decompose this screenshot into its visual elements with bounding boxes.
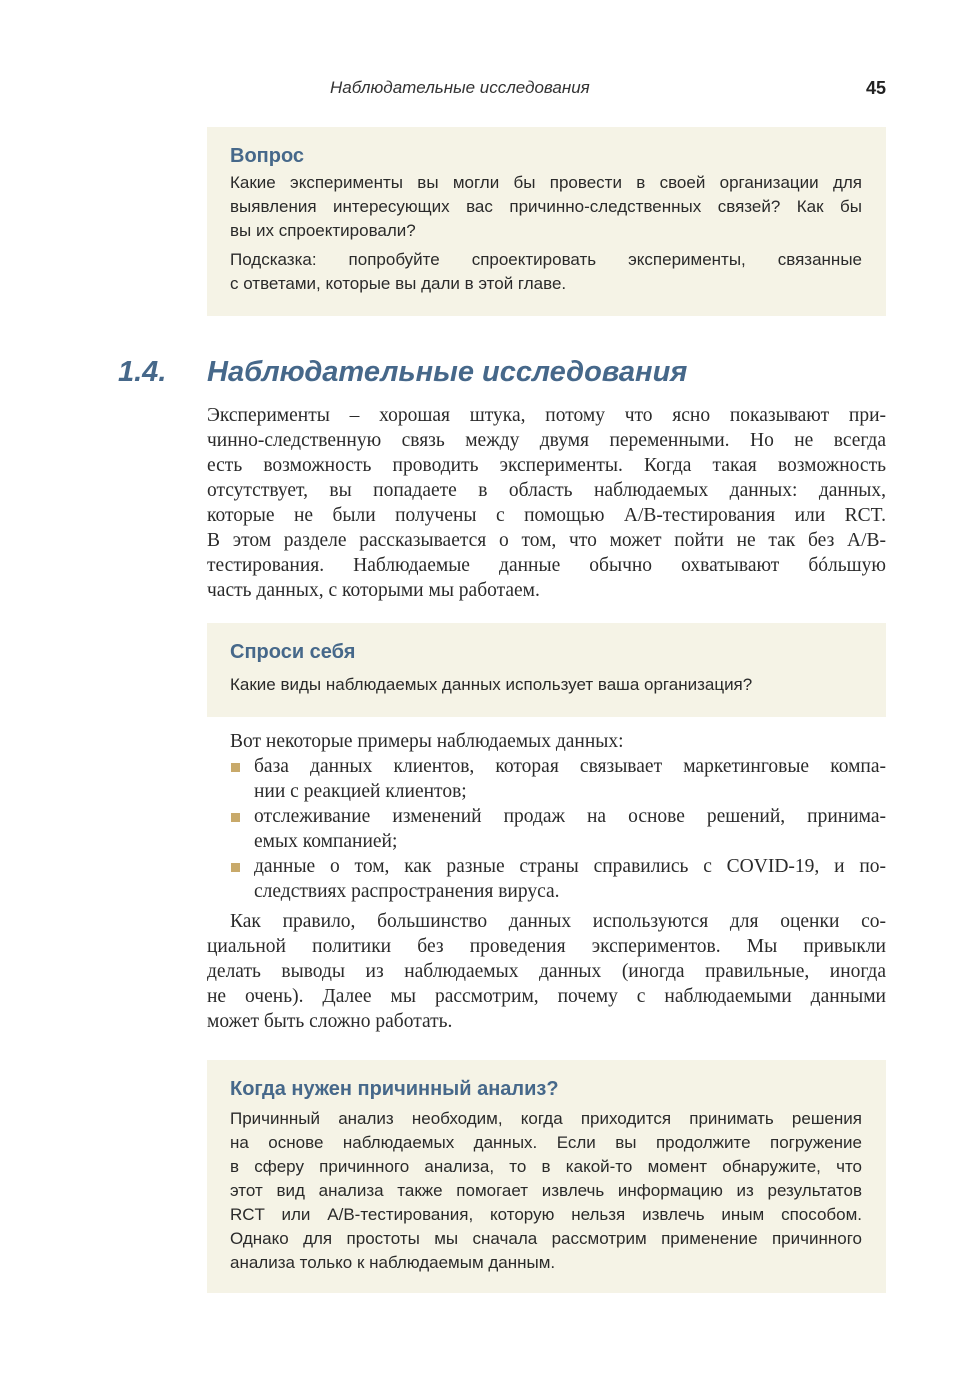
list-item [207,804,886,854]
question-line: Какие эксперименты вы могли бы провести в своей организации для [230,173,862,192]
bullet-icon [231,863,240,872]
text-line: Как правило, большинство данных используются для оценки со- [230,911,886,932]
ask-yourself-box [207,623,886,717]
text-line: данные о том, как разные страны справились с COVID-19, и по- [254,856,886,877]
question-line: вы их спроектировали? [230,221,416,240]
question-line: выявления интересующих вас причинно-следственных связей? Как бы [230,197,862,216]
causal-line: в сферу причинного анализа, то в какой-то момент обнаружите, что [230,1157,862,1176]
text-line: В этом разделе рассказывается о том, что может пойти не так без A/B- [207,530,886,551]
bullet-icon [231,813,240,822]
question-box [207,127,886,316]
page-number: 45 [865,78,886,98]
paragraph-1 [207,403,886,603]
text-line: емых компанией; [254,831,398,852]
text-line: отслеживание изменений продаж на основе решений, принима- [254,806,886,827]
ask-line: Какие виды наблюдаемых данных использует ваша организация? [230,675,753,694]
causal-line: Причинный анализ необходим, когда приходится принимать решения [230,1109,862,1128]
text-line: следствиях распространения вируса. [254,881,560,902]
examples-section [207,729,886,1034]
causal-line: анализа только к наблюдаемым данным. [230,1253,556,1272]
causal-line: Однако для простоты мы сначала рассмотрим применение причинного [230,1229,862,1248]
bullet-icon [231,763,240,772]
hint-line: с ответами, которые вы дали в этой главе. [230,274,567,293]
section-title: Наблюдательные исследования [207,356,688,388]
text-line: которые не были получены с помощью A/B-тестирования или RCT. [207,505,886,526]
list-item [207,754,886,804]
text-line: Эксперименты – хорошая штука, потому что ясно показывают при- [207,405,886,426]
causal-line: на основе наблюдаемых данных. Если вы продолжите погружение [230,1133,862,1152]
paragraph-2 [207,909,886,1034]
text-line: делать выводы из наблюдаемых данных (иногда правильные, иногда [207,961,886,982]
list-item [207,854,886,904]
examples-list [207,754,886,904]
text-line: чинно-следственную связь между двумя переменными. Но не всегда [207,430,886,451]
running-header [207,78,886,102]
text-line: есть возможность проводить эксперименты. Когда такая возможность [207,455,886,476]
causal-analysis-box [207,1060,886,1293]
causal-line: RCT или A/B-тестирования, которую нельзя извлечь иным способом. [230,1205,862,1224]
text-line: нии с реакцией клиентов; [254,781,467,802]
ask-box-title: Спроси себя [230,641,356,663]
text-line: может быть сложно работать. [207,1011,453,1032]
text-line: циальной политики без проведения экспериментов. Мы привыкли [207,936,886,957]
text-line: отсутствует, вы попадаете в область наблюдаемых данных: данных, [207,480,886,501]
question-box-title: Вопрос [230,145,305,167]
causal-box-title: Когда нужен причинный анализ? [230,1078,559,1100]
text-line: часть данных, с которыми мы работаем. [207,580,540,601]
running-title: Наблюдательные исследования [330,78,590,97]
section-number: 1.4. [118,356,167,388]
examples-intro: Вот некоторые примеры наблюдаемых данных: [230,731,624,752]
text-line: база данных клиентов, которая связывает маркетинговые компа- [254,756,886,777]
text-line: не очень). Далее мы рассмотрим, почему с наблюдаемыми данными [207,986,886,1007]
hint-line: Подсказка: попробуйте спроектировать эксперименты, связанные [230,250,862,269]
causal-line: этот вид анализа также помогает извлечь информацию из результатов [230,1181,862,1200]
text-line: тестирования. Наблюдаемые данные обычно охватывают бóльшую [207,555,886,576]
